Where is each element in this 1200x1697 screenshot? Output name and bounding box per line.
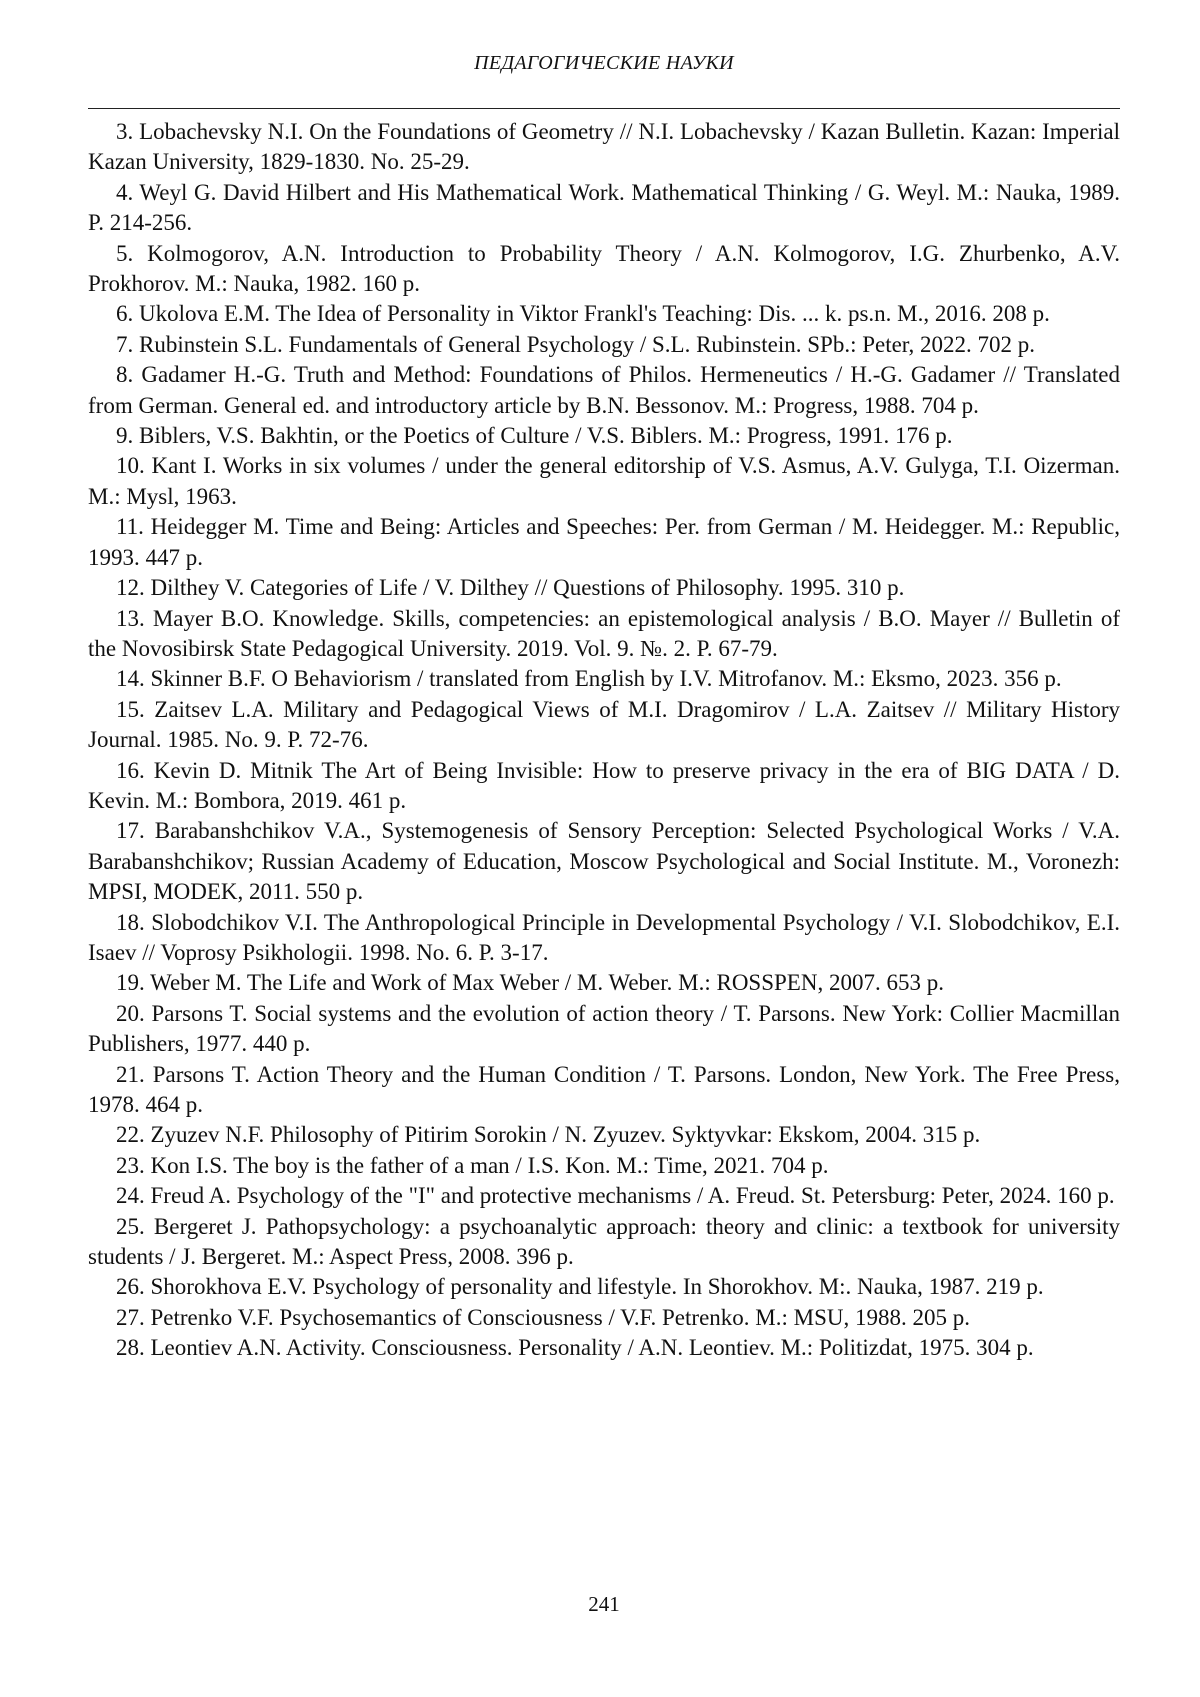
reference-list bbox=[88, 117, 1120, 1364]
reference-item: 22. Zyuzev N.F. Philosophy of Pitirim Sorokin / N. Zyuzev. Syktyvkar: Ekskom, 2004. 315 p. bbox=[116, 1122, 981, 1148]
reference-item: 25. Bergeret J. Pathopsychology: a psychoanalytic approach: theory and clinic: a textbook for university students / J. Bergeret. M.: Aspect Press, 2008. 396 p. bbox=[88, 1213, 1120, 1270]
reference-item: 18. Slobodchikov V.I. The Anthropological Principle in Developmental Psychology / V.I. Slobodchikov, E.I. Isaev // Voprosy Psikhologii. 1998. No. 6. P. 3-17. bbox=[88, 909, 1120, 965]
reference-item: 10. Kant I. Works in six volumes / under the general editorship of V.S. Asmus, A.V. Gulyga, T.I. Oizerman. M.: Mysl, 1963. bbox=[88, 453, 1120, 509]
reference-item: 15. Zaitsev L.A. Military and Pedagogical Views of M.I. Dragomirov / L.A. Zaitsev // Military History Journal. 1985. No. 9. P. 72-76. bbox=[88, 696, 1120, 753]
reference-item: 9. Biblers, V.S. Bakhtin, or the Poetics of Culture / V.S. Biblers. M.: Progress, 1991. 176 p. bbox=[116, 423, 953, 449]
reference-item: 4. Weyl G. David Hilbert and His Mathematical Work. Mathematical Thinking / G. Weyl. M.: Nauka, 1989. P. 214-256. bbox=[88, 179, 1120, 236]
reference-item: 7. Rubinstein S.L. Fundamentals of General Psychology / S.L. Rubinstein. SPb.: Peter, 2022. 702 p. bbox=[116, 331, 1036, 357]
reference-item: 12. Dilthey V. Categories of Life / V. Dilthey // Questions of Philosophy. 1995. 310 p. bbox=[116, 575, 905, 601]
running-header: ПЕДАГОГИЧЕСКИЕ НАУКИ bbox=[474, 52, 734, 74]
reference-item: 23. Kon I.S. The boy is the father of a man / I.S. Kon. M.: Time, 2021. 704 p. bbox=[116, 1152, 829, 1178]
reference-item: 3. Lobachevsky N.I. On the Foundations of Geometry // N.I. Lobachevsky / Kazan Bulletin. Kazan: Imperial Kazan University, 1829-1830. No. 25-29. bbox=[88, 119, 1120, 175]
reference-item: 5. Kolmogorov, A.N. Introduction to Probability Theory / A.N. Kolmogorov, I.G. Zhurbenko, A.V. Prokhorov. M.: Nauka, 1982. 160 p. bbox=[88, 240, 1120, 297]
reference-item: 14. Skinner B.F. O Behaviorism / translated from English by I.V. Mitrofanov. M.: Eksmo, 2023. 356 p. bbox=[116, 666, 1062, 692]
reference-item: 28. Leontiev A.N. Activity. Consciousness. Personality / A.N. Leontiev. M.: Politizdat, 1975. 304 p. bbox=[116, 1335, 1034, 1361]
reference-item: 13. Mayer B.O. Knowledge. Skills, competencies: an epistemological analysis / B.O. Mayer // Bulletin of the Novosibirsk State Pedagogical University. 2019. Vol. 9. №. 2. P. 67-79. bbox=[88, 605, 1120, 661]
reference-item: 19. Weber M. The Life and Work of Max Weber / M. Weber. M.: ROSSPEN, 2007. 653 p. bbox=[116, 970, 944, 996]
reference-item: 8. Gadamer H.-G. Truth and Method: Foundations of Philos. Hermeneutics / H.-G. Gadamer // Translated from German. General ed. and introductory article by B.N. Bessonov. M.: Progress, 1988. 704 p. bbox=[88, 362, 1120, 418]
page-number: 241 bbox=[588, 1592, 620, 1616]
reference-item: 24. Freud A. Psychology of the "I" and protective mechanisms / A. Freud. St. Petersburg: Peter, 2024. 160 p. bbox=[116, 1183, 1115, 1209]
reference-item: 17. Barabanshchikov V.A., Systemogenesis of Sensory Perception: Selected Psychological Works / V.A. Barabanshchikov; Russian Academy of Education, Moscow Psychological and Social Institute. M., Voronezh: MPSI, MODEK, 2011. 550 p. bbox=[88, 818, 1120, 905]
reference-item: 21. Parsons T. Action Theory and the Human Condition / T. Parsons. London, New York. The Free Press, 1978. 464 p. bbox=[88, 1061, 1120, 1117]
reference-item: 27. Petrenko V.F. Psychosemantics of Consciousness / V.F. Petrenko. M.: MSU, 1988. 205 p. bbox=[116, 1304, 970, 1330]
reference-item: 20. Parsons T. Social systems and the evolution of action theory / T. Parsons. New York: Collier Macmillan Publishers, 1977. 440 p. bbox=[88, 1000, 1120, 1057]
reference-item: 26. Shorokhova E.V. Psychology of personality and lifestyle. In Shorokhov. M:. Nauka, 1987. 219 p. bbox=[116, 1274, 1044, 1300]
reference-item: 11. Heidegger M. Time and Being: Articles and Speeches: Per. from German / M. Heidegger. M.: Republic, 1993. 447 p. bbox=[88, 514, 1120, 570]
reference-item: 16. Kevin D. Mitnik The Art of Being Invisible: How to preserve privacy in the era of BIG DATA / D. Kevin. M.: Bombora, 2019. 461 p. bbox=[88, 757, 1120, 813]
header-divider bbox=[88, 108, 1120, 109]
reference-item: 6. Ukolova E.M. The Idea of Personality in Viktor Frankl's Teaching: Dis. ... k. ps.n. M., 2016. 208 p. bbox=[116, 301, 1050, 327]
